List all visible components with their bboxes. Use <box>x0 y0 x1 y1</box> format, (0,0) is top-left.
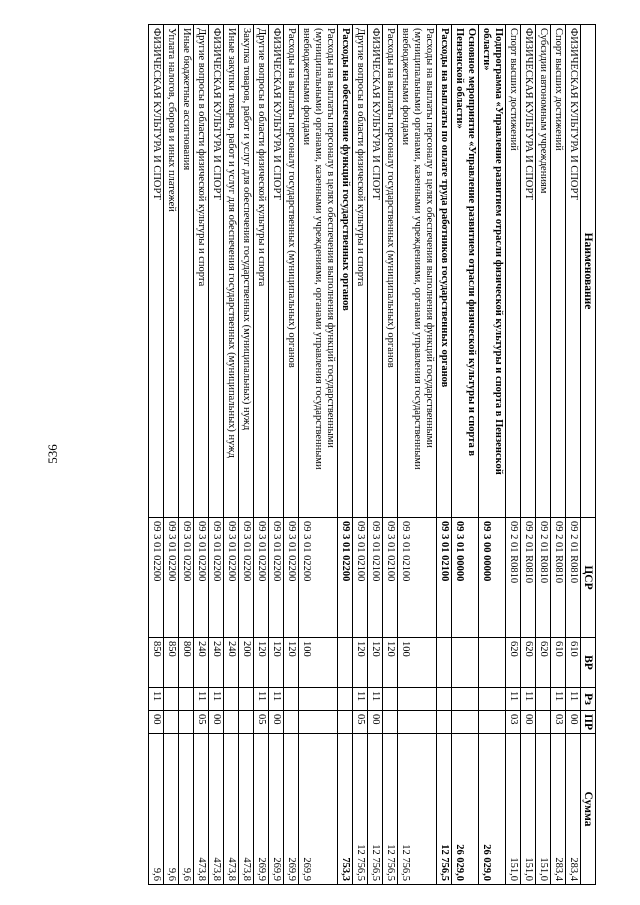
cell-rz: 11 <box>551 688 566 711</box>
cell-vr <box>338 638 353 688</box>
cell-csr: 09 3 00 00000 <box>479 518 506 638</box>
cell-rz: 11 <box>506 688 521 711</box>
cell-csr: 09 3 01 02200 <box>194 518 209 638</box>
table-header-row <box>581 25 596 885</box>
cell-csr: 09 3 01 02200 <box>338 518 353 638</box>
cell-name: Расходы на обеспечение функций государственных органов <box>338 25 353 518</box>
cell-csr: 09 3 01 02100 <box>368 518 383 638</box>
cell-csr: 09 3 01 02100 <box>383 518 398 638</box>
table-row <box>338 25 353 885</box>
cell-name: Закупка товаров, работ и услуг для обеспечения государственных (муниципальных) нужд <box>239 25 254 518</box>
cell-rz <box>338 688 353 711</box>
cell-name: Другие вопросы в области физической культуры и спорта <box>353 25 368 518</box>
cell-sum: 269,9 <box>269 734 284 885</box>
cell-sum: 269,9 <box>284 734 299 885</box>
cell-name: ФИЗИЧЕСКАЯ КУЛЬТУРА И СПОРТ <box>368 25 383 518</box>
cell-sum: 473,8 <box>194 734 209 885</box>
cell-rz <box>479 688 506 711</box>
table-row <box>224 25 239 885</box>
cell-rz: 11 <box>353 688 368 711</box>
cell-vr: 100 <box>398 638 437 688</box>
cell-name: Расходы на выплаты персоналу в целях обеспечения выполнения функций государственными (муниципальными) органами, казенными учреждениями, органами управления государственными внебюджетными фондами <box>398 25 437 518</box>
table-row <box>269 25 284 885</box>
cell-sum: 473,8 <box>224 734 239 885</box>
cell-rz: 11 <box>269 688 284 711</box>
cell-csr: 09 3 01 02200 <box>239 518 254 638</box>
table-row <box>479 25 506 885</box>
header-sum: Сумма <box>581 734 596 885</box>
table-row <box>254 25 269 885</box>
table-row <box>398 25 437 885</box>
cell-rz <box>284 688 299 711</box>
cell-sum: 151,0 <box>536 734 551 885</box>
table-row <box>299 25 338 885</box>
cell-pr <box>536 711 551 734</box>
cell-sum: 151,0 <box>506 734 521 885</box>
cell-rz: 11 <box>254 688 269 711</box>
table-row <box>209 25 224 885</box>
table-row <box>551 25 566 885</box>
cell-sum: 283,4 <box>566 734 581 885</box>
cell-vr: 120 <box>284 638 299 688</box>
rotated-table-area <box>86 24 596 884</box>
cell-pr <box>224 711 239 734</box>
cell-name: ФИЗИЧЕСКАЯ КУЛЬТУРА И СПОРТ <box>566 25 581 518</box>
header-vr: ВР <box>581 638 596 688</box>
cell-csr: 09 2 01 R0810 <box>566 518 581 638</box>
cell-pr <box>299 711 338 734</box>
cell-pr <box>284 711 299 734</box>
cell-rz <box>299 688 338 711</box>
cell-name: Другие вопросы в области физической культуры и спорта <box>254 25 269 518</box>
cell-pr <box>239 711 254 734</box>
budget-table <box>148 24 596 885</box>
cell-vr: 120 <box>269 638 284 688</box>
cell-vr: 120 <box>353 638 368 688</box>
cell-vr: 120 <box>368 638 383 688</box>
cell-sum: 9,6 <box>149 734 164 885</box>
cell-csr: 09 3 01 02200 <box>224 518 239 638</box>
cell-pr <box>479 711 506 734</box>
cell-sum: 283,4 <box>551 734 566 885</box>
cell-name: Расходы на выплаты по оплате труда работников государственных органов <box>437 25 452 518</box>
cell-sum: 12 756,5 <box>353 734 368 885</box>
cell-vr: 800 <box>179 638 194 688</box>
cell-sum: 473,8 <box>209 734 224 885</box>
table-row <box>368 25 383 885</box>
cell-name: Иные закупки товаров, работ и услуг для обеспечения государственных (муниципальных) нужд <box>224 25 239 518</box>
cell-rz <box>164 688 179 711</box>
cell-vr: 850 <box>164 638 179 688</box>
cell-rz <box>536 688 551 711</box>
cell-pr <box>164 711 179 734</box>
cell-vr: 120 <box>383 638 398 688</box>
table-row <box>284 25 299 885</box>
table-row <box>179 25 194 885</box>
cell-rz <box>224 688 239 711</box>
cell-vr: 100 <box>299 638 338 688</box>
cell-rz <box>398 688 437 711</box>
cell-csr: 09 3 01 02200 <box>179 518 194 638</box>
cell-rz: 11 <box>521 688 536 711</box>
cell-csr: 09 3 01 02100 <box>398 518 437 638</box>
cell-pr: 03 <box>551 711 566 734</box>
cell-name: Основное мероприятие «Управление развитием отрасли физической культуры и спорта в Пензенской области» <box>452 25 479 518</box>
cell-sum: 12 756,5 <box>383 734 398 885</box>
table-row <box>452 25 479 885</box>
cell-pr: 00 <box>566 711 581 734</box>
cell-rz <box>179 688 194 711</box>
table-body <box>149 25 581 885</box>
cell-pr <box>383 711 398 734</box>
cell-vr: 120 <box>254 638 269 688</box>
header-rz: Рз <box>581 688 596 711</box>
cell-csr: 09 3 01 02200 <box>284 518 299 638</box>
cell-csr: 09 3 01 02200 <box>269 518 284 638</box>
cell-name: Спорт высших достижений <box>551 25 566 518</box>
cell-vr: 610 <box>551 638 566 688</box>
cell-sum: 12 756,5 <box>398 734 437 885</box>
cell-rz <box>383 688 398 711</box>
cell-pr <box>179 711 194 734</box>
cell-sum: 12 756,5 <box>368 734 383 885</box>
cell-csr: 09 2 01 R0810 <box>521 518 536 638</box>
cell-pr: 00 <box>149 711 164 734</box>
cell-name: Субсидии автономным учреждениям <box>536 25 551 518</box>
cell-name: Другие вопросы в области физической культуры и спорта <box>194 25 209 518</box>
cell-rz: 11 <box>566 688 581 711</box>
cell-pr: 00 <box>269 711 284 734</box>
cell-csr: 09 3 01 02200 <box>254 518 269 638</box>
cell-name: Уплата налогов, сборов и иных платежей <box>164 25 179 518</box>
cell-name: ФИЗИЧЕСКАЯ КУЛЬТУРА И СПОРТ <box>269 25 284 518</box>
cell-pr: 03 <box>506 711 521 734</box>
cell-csr: 09 3 01 02200 <box>299 518 338 638</box>
cell-pr: 00 <box>368 711 383 734</box>
cell-pr: 05 <box>254 711 269 734</box>
cell-name: ФИЗИЧЕСКАЯ КУЛЬТУРА И СПОРТ <box>521 25 536 518</box>
cell-sum: 473,8 <box>239 734 254 885</box>
cell-name: Спорт высших достижений <box>506 25 521 518</box>
table-row <box>506 25 521 885</box>
table-row <box>521 25 536 885</box>
table-row <box>194 25 209 885</box>
cell-sum: 151,0 <box>521 734 536 885</box>
page-number: 536 <box>45 444 60 464</box>
header-name: Наименование <box>581 25 596 518</box>
cell-rz <box>452 688 479 711</box>
cell-vr: 850 <box>149 638 164 688</box>
cell-name: Расходы на выплаты персоналу в целях обеспечения выполнения функций государственными (муниципальными) органами, казенными учреждениями, органами управления государственными внебюджетными фондами <box>299 25 338 518</box>
cell-pr: 05 <box>353 711 368 734</box>
table-row <box>437 25 452 885</box>
cell-sum: 753,3 <box>338 734 353 885</box>
cell-csr: 09 3 01 02100 <box>437 518 452 638</box>
cell-vr: 240 <box>224 638 239 688</box>
cell-sum: 26 029,0 <box>452 734 479 885</box>
cell-vr <box>452 638 479 688</box>
cell-vr: 200 <box>239 638 254 688</box>
cell-vr: 610 <box>566 638 581 688</box>
cell-name: Расходы на выплаты персоналу государственных (муниципальных) органов <box>383 25 398 518</box>
cell-vr: 620 <box>536 638 551 688</box>
cell-csr: 09 2 01 R0810 <box>551 518 566 638</box>
cell-sum: 269,9 <box>299 734 338 885</box>
cell-name: ФИЗИЧЕСКАЯ КУЛЬТУРА И СПОРТ <box>149 25 164 518</box>
cell-pr: 05 <box>194 711 209 734</box>
cell-pr: 00 <box>209 711 224 734</box>
table-row <box>566 25 581 885</box>
cell-rz: 11 <box>149 688 164 711</box>
cell-csr: 09 3 01 02200 <box>149 518 164 638</box>
cell-rz: 11 <box>194 688 209 711</box>
table-row <box>149 25 164 885</box>
cell-sum: 269,9 <box>254 734 269 885</box>
cell-rz: 11 <box>209 688 224 711</box>
cell-rz <box>239 688 254 711</box>
cell-pr <box>398 711 437 734</box>
cell-sum: 9,6 <box>179 734 194 885</box>
cell-vr <box>437 638 452 688</box>
cell-pr <box>338 711 353 734</box>
header-pr: ПР <box>581 711 596 734</box>
cell-vr <box>479 638 506 688</box>
cell-csr: 09 3 01 00000 <box>452 518 479 638</box>
table-row <box>239 25 254 885</box>
cell-pr <box>452 711 479 734</box>
cell-csr: 09 3 01 02100 <box>353 518 368 638</box>
table-row <box>383 25 398 885</box>
cell-vr: 240 <box>194 638 209 688</box>
cell-rz: 11 <box>368 688 383 711</box>
cell-name: Расходы на выплаты персоналу государственных (муниципальных) органов <box>284 25 299 518</box>
cell-vr: 620 <box>521 638 536 688</box>
header-csr: ЦСР <box>581 518 596 638</box>
table-row <box>353 25 368 885</box>
cell-rz <box>437 688 452 711</box>
cell-sum: 26 029,0 <box>479 734 506 885</box>
cell-csr: 09 3 01 02200 <box>164 518 179 638</box>
cell-pr: 00 <box>521 711 536 734</box>
cell-sum: 9,6 <box>164 734 179 885</box>
cell-pr <box>437 711 452 734</box>
cell-csr: 09 2 01 R0810 <box>536 518 551 638</box>
cell-vr: 240 <box>209 638 224 688</box>
table-row <box>164 25 179 885</box>
cell-csr: 09 2 01 R0810 <box>506 518 521 638</box>
cell-name: Подпрограмма «Управление развитием отрасли физической культуры и спорта в Пензенской области» <box>479 25 506 518</box>
table-row <box>536 25 551 885</box>
cell-sum: 12 756,5 <box>437 734 452 885</box>
cell-vr: 620 <box>506 638 521 688</box>
cell-csr: 09 3 01 02200 <box>209 518 224 638</box>
cell-name: ФИЗИЧЕСКАЯ КУЛЬТУРА И СПОРТ <box>209 25 224 518</box>
cell-name: Иные бюджетные ассигнования <box>179 25 194 518</box>
